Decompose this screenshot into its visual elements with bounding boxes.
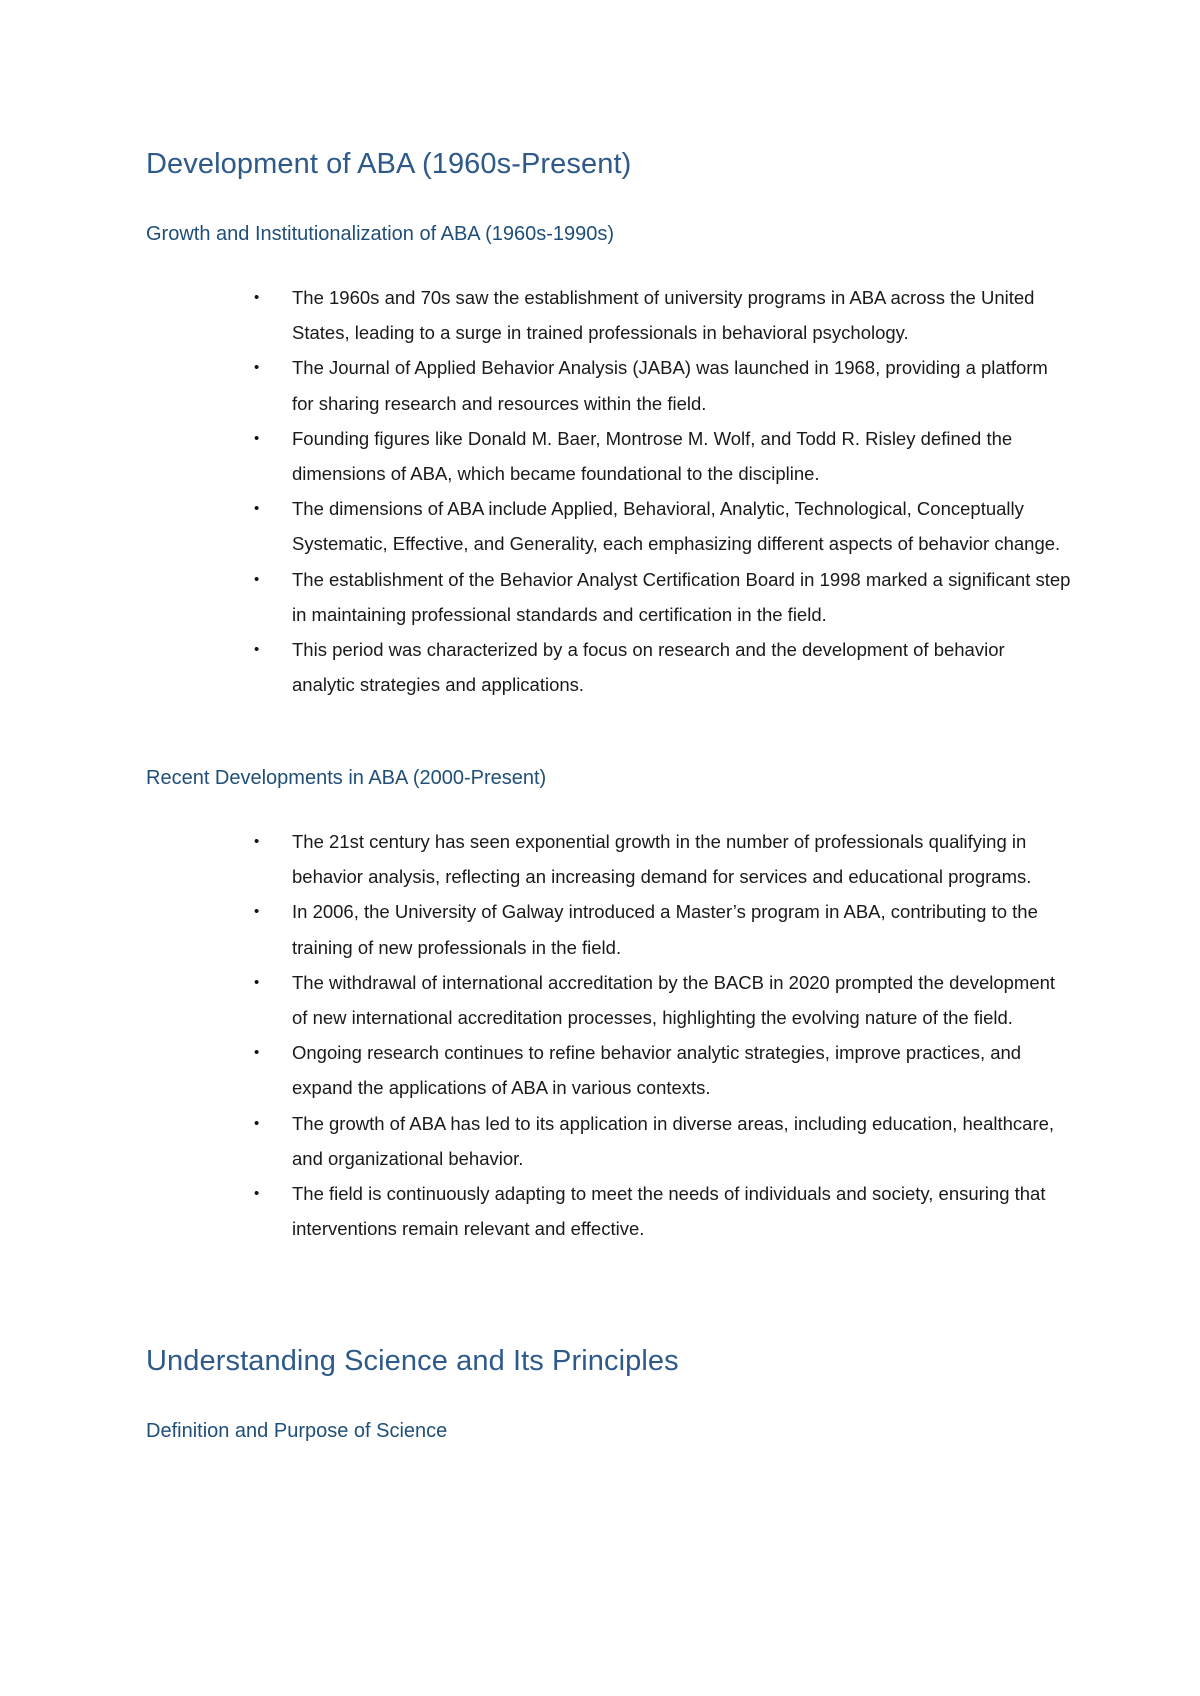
- bullet-icon: •: [254, 500, 260, 518]
- list-item: • In 2006, the University of Galway introduced a Master’s program in ABA, contributing to the training of new professionals in the field.: [292, 894, 1072, 964]
- list-item: • Ongoing research continues to refine behavior analytic strategies, improve practices, and expand the applications of ABA in various contexts.: [292, 1035, 1072, 1105]
- bullet-icon: •: [254, 903, 260, 921]
- bullet-list-recent: [254, 824, 1072, 1246]
- bullet-icon: •: [254, 1114, 260, 1132]
- bullet-icon: •: [254, 1044, 260, 1062]
- bullet-icon: •: [254, 429, 260, 447]
- subheading-growth-institutionalization: Growth and Institutionalization of ABA (1960s-1990s): [146, 223, 615, 245]
- list-item: • The establishment of the Behavior Analyst Certification Board in 1998 marked a significant step in maintaining professional standards and certification in the field.: [292, 562, 1072, 632]
- list-item: • This period was characterized by a focus on research and the development of behavior analytic strategies and applications.: [292, 632, 1072, 702]
- subheading-recent-developments: Recent Developments in ABA (2000-Present): [146, 767, 547, 789]
- bullet-icon: •: [254, 289, 260, 306]
- bullet-icon: •: [254, 833, 260, 850]
- list-item: • The field is continuously adapting to meet the needs of individuals and society, ensuring that interventions remain relevant and effective.: [292, 1176, 1072, 1246]
- list-item: • Founding figures like Donald M. Baer, Montrose M. Wolf, and Todd R. Risley defined the dimensions of ABA, which became foundational to the discipline.: [292, 421, 1072, 491]
- heading-understanding-science: Understanding Science and Its Principles: [146, 1345, 679, 1377]
- bullet-list-growth: [254, 280, 1072, 702]
- bullet-icon: •: [254, 570, 260, 588]
- bullet-icon: •: [254, 359, 260, 377]
- list-item: • The withdrawal of international accreditation by the BACB in 2020 prompted the development of new international accreditation processes, highlighting the evolving nature of the field.: [292, 965, 1072, 1035]
- list-item: • The growth of ABA has led to its application in diverse areas, including education, healthcare, and organizational behavior.: [292, 1106, 1072, 1176]
- bullet-icon: •: [254, 973, 260, 991]
- bullet-icon: •: [254, 1185, 260, 1203]
- bullet-icon: •: [254, 641, 260, 659]
- list-item: • The 1960s and 70s saw the establishment of university programs in ABA across the United States, leading to a surge in trained professionals in behavioral psychology.: [292, 280, 1072, 350]
- subheading-definition-purpose-science: Definition and Purpose of Science: [146, 1420, 448, 1442]
- heading-development-of-aba: Development of ABA (1960s-Present): [146, 148, 632, 180]
- list-item: • The 21st century has seen exponential growth in the number of professionals qualifying in behavior analysis, reflecting an increasing demand for services and educational programs.: [292, 824, 1072, 894]
- list-item: • The Journal of Applied Behavior Analysis (JABA) was launched in 1968, providing a platform for sharing research and resources within the field.: [292, 350, 1072, 420]
- list-item: • The dimensions of ABA include Applied, Behavioral, Analytic, Technological, Conceptually Systematic, Effective, and Generality, each emphasizing different aspects of behavior change.: [292, 491, 1072, 561]
